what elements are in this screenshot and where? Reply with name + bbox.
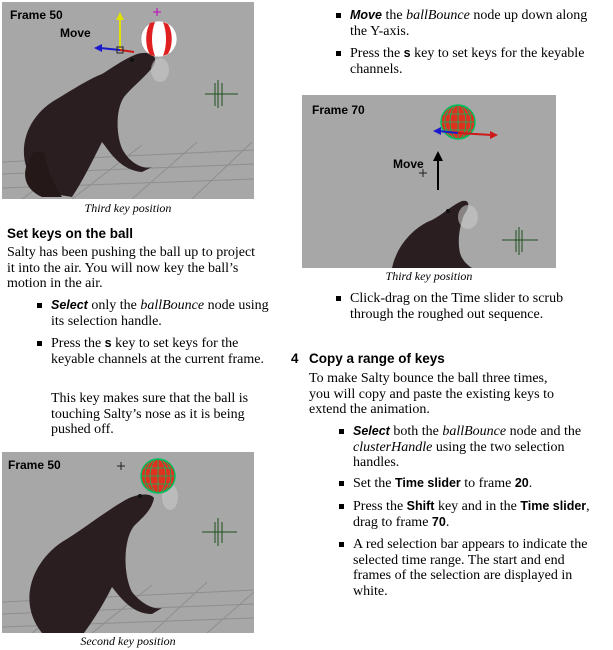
step-intro: To make Salty bounce the ball three times, you will copy and paste the existing keys to extend the animation. [309,371,554,417]
note-paragraph: This key makes sure that the ball is touching Salty’s nose as it is being pushed off. [51,391,249,437]
ball [141,21,177,57]
bullet-red-selection-bar: A red selection bar appears to indicate the selected time range. The start and end frames of the selection are displayed in white. [336,537,589,599]
move-manipulator [94,12,134,53]
move-keyword: Move [350,8,382,22]
ball [141,459,175,493]
scene-render [2,2,254,199]
seal-eye [446,209,450,213]
step-title: Copy a range of keys [309,351,445,366]
pivot-marker [117,462,125,470]
bullet-set-keys-keyable: Press the s key to set keys for the keyable channels. [333,46,590,77]
viewport-frame70 [302,95,556,268]
viewport-label: Frame 70 [312,103,365,117]
locator-crosshair [202,518,237,546]
bullet-select-both: Select both the ballBounce node and the clusterHandle using the two selection handles. [336,424,593,471]
bullet-set-keys: Press the s key to set keys for the keyable channels at the current frame. [34,336,273,367]
select-keyword: Select [51,298,88,312]
figure-caption: Third key position [84,201,172,215]
nose-highlight [151,58,169,82]
figure-caption: Second key position [80,634,176,648]
select-keyword: Select [353,424,390,438]
viewport-label: Frame 50 [8,458,61,472]
viewport-label: Frame 50 [10,8,63,22]
bullet-scrub-time-slider: Click-drag on the Time slider to scrub through the roughed out sequence. [333,291,572,322]
locator-crosshair [205,80,238,108]
bullet-set-time-slider: Set the Time slider to frame 20. [336,476,593,492]
bullet-shift-drag: Press the Shift key and in the Time slider, drag to frame 70. [336,499,593,530]
bullet-move-ballbounce: Move the ballBounce node up down along the Y-axis. [333,8,590,39]
viewport-frame50-bottom [2,452,254,633]
bullet-select-ballbounce: Select only the ballBounce node using its selection handle. [34,298,273,329]
seal-eye [130,58,134,62]
step-number: 4 [291,351,299,366]
s-key: s [104,336,112,350]
scene-render [2,452,254,633]
viewport-frame50-top [2,2,254,199]
nose-highlight [458,205,478,229]
seal-body [29,495,162,633]
pivot-marker [153,8,161,16]
scene-render [302,95,556,268]
move-label: Move [60,26,91,40]
seal-eye [138,494,142,498]
intro-paragraph: Salty has been pushing the ball up to project it into the air. You will now key the ball’s motion in the air. [7,245,256,291]
move-arrow [433,151,443,190]
locator-crosshair [502,227,538,255]
figure-caption: Third key position [385,269,473,283]
section-heading: Set keys on the ball [7,226,134,241]
move-label: Move [393,157,424,171]
s-key: s [403,46,411,60]
